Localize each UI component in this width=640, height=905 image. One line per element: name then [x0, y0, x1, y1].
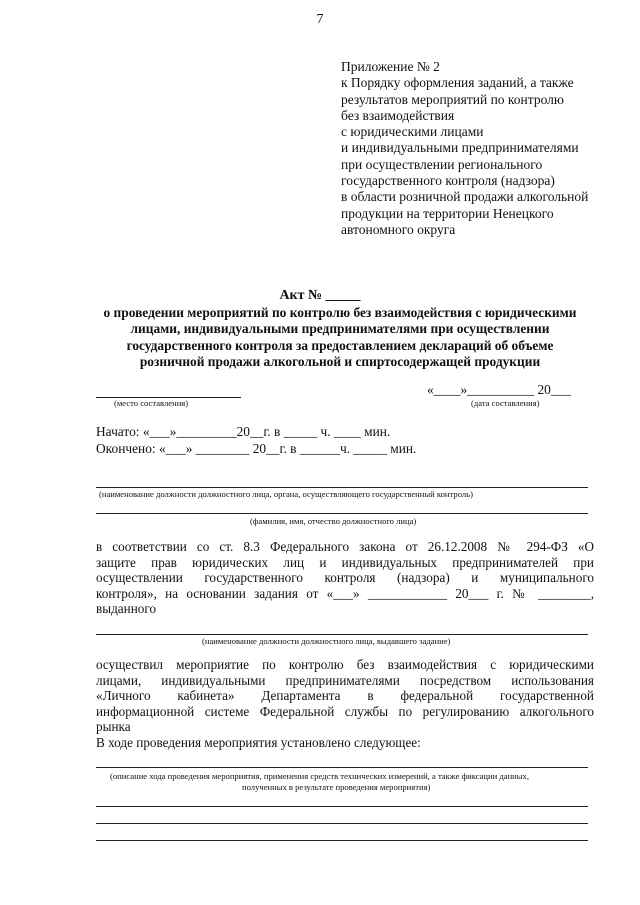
- issuer-caption: (наименование должности должностного лица, выдавшего задание): [202, 636, 451, 646]
- appendix-line: автономного округа: [341, 221, 456, 237]
- description-line[interactable]: [96, 823, 588, 824]
- description-line[interactable]: [96, 806, 588, 807]
- appendix-line: к Порядку оформления заданий, а также: [341, 75, 574, 91]
- end-time-line[interactable]: Окончено: «___» ________ 20__г. в ______ч. _____ мин.: [96, 441, 417, 456]
- place-caption: (место составления): [114, 398, 189, 408]
- paragraph-line: осуществлении государственного контроля (надзора) и муниципального: [96, 570, 594, 586]
- official-org-caption: (наименование должности должностного лица, органа, осуществляющего государственный контроль): [99, 489, 473, 499]
- description-caption-1: (описание хода проведения мероприятия, применения средств технических измерений, а также фиксации данных,: [110, 771, 529, 781]
- appendix-line: в области розничной продажи алкогольной: [341, 189, 589, 205]
- appendix-line: государственного контроля (надзора): [341, 173, 555, 189]
- act-title-line: государственного контроля за предоставлением деклараций об объеме: [126, 337, 554, 353]
- appendix-line: Приложение № 2: [341, 59, 440, 74]
- paragraph-line: В ходе проведения мероприятия установлено следующее:: [96, 734, 421, 750]
- issuer-line[interactable]: [96, 634, 588, 635]
- act-title-line: лицами, индивидуальными предпринимателями при осуществлении: [130, 321, 550, 337]
- paragraph-legal-basis: [96, 539, 594, 617]
- official-org-line[interactable]: [96, 487, 588, 488]
- full-name-line[interactable]: [96, 513, 588, 514]
- act-title-line: о проведении мероприятий по контролю без взаимодействия с юридическими: [103, 305, 577, 320]
- description-caption-2: полученных в результате проведения мероприятия): [242, 782, 431, 792]
- appendix-block: [341, 59, 621, 238]
- full-name-caption: (фамилия, имя, отчество должностного лица): [250, 516, 417, 526]
- paragraph-line: информационной системе Федеральной службы по регулированию алкогольного: [96, 703, 594, 719]
- paragraph-line: «Личного кабинета» Департамента в федеральной государственной: [96, 688, 594, 704]
- description-line[interactable]: [96, 767, 588, 768]
- appendix-line: и индивидуальными предпринимателями: [341, 140, 579, 156]
- act-title: [60, 305, 620, 370]
- appendix-line: продукции на территории Ненецкого: [341, 205, 554, 221]
- paragraph-line: контроля», на основании задания от «___» ____________ 20___ г. № ________,: [96, 585, 594, 601]
- paragraph-line: рынка: [96, 719, 131, 735]
- paragraph-line: выданного: [96, 601, 157, 617]
- appendix-line: результатов мероприятий по контролю: [341, 91, 564, 107]
- appendix-line: без взаимодействия: [341, 107, 455, 123]
- date-caption: (дата составления): [471, 398, 540, 408]
- act-heading: Акт № _____: [279, 288, 361, 303]
- paragraph-line: осуществил мероприятие по контролю без взаимодействия с юридическими: [96, 657, 594, 672]
- date-field[interactable]: «____»__________ 20___: [427, 382, 571, 397]
- appendix-line: при осуществлении регионального: [341, 156, 543, 172]
- appendix-line: с юридическими лицами: [341, 124, 484, 140]
- paragraph-line: в соответствии со ст. 8.3 Федерального закона от 26.12.2008 № 294-ФЗ «О: [96, 539, 594, 554]
- start-time-line[interactable]: Начато: «___»_________20__г. в _____ ч. ____ мин.: [96, 424, 391, 439]
- paragraph-line: защите прав юридических лиц и индивидуальных предпринимателей при: [96, 554, 594, 570]
- act-title-line: розничной продажи алкогольной и спиртосодержащей продукции: [139, 353, 541, 369]
- page-number: 7: [316, 12, 324, 27]
- paragraph-line: лицами, индивидуальными предпринимателями посредством использования: [96, 672, 594, 688]
- description-line[interactable]: [96, 840, 588, 841]
- paragraph-activity: [96, 657, 594, 751]
